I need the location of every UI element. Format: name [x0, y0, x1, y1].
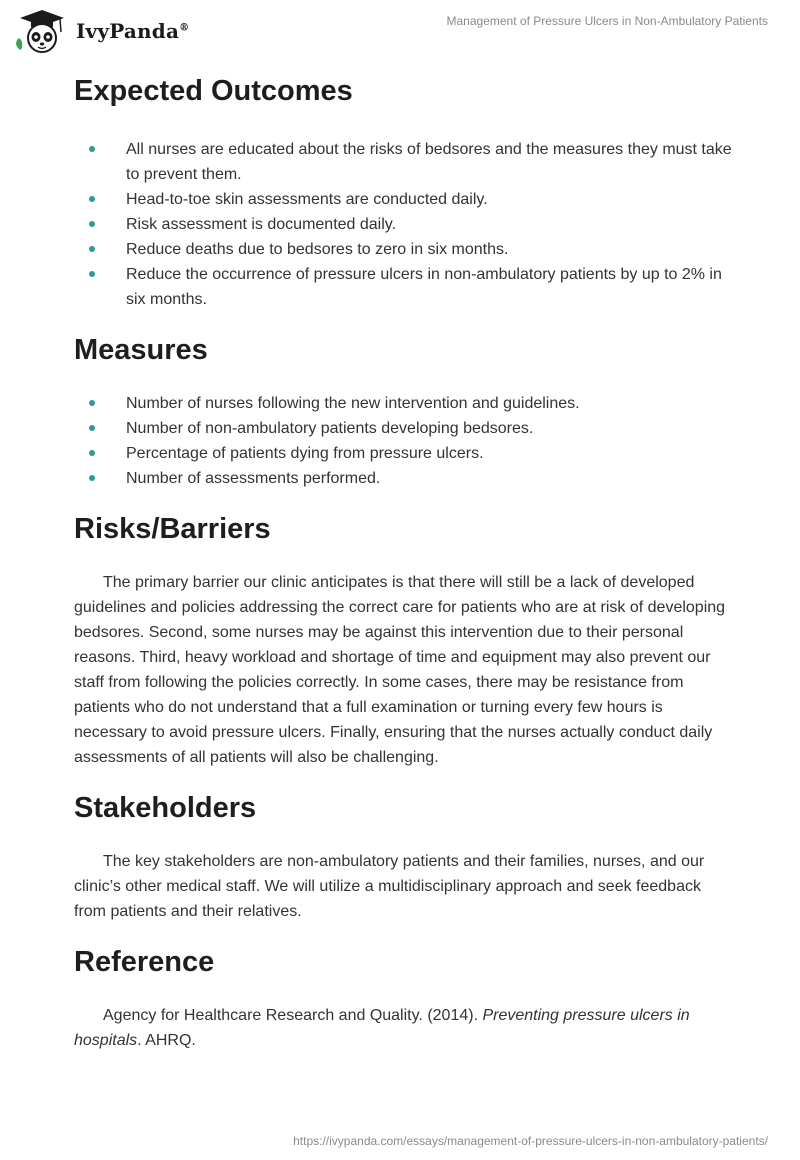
- heading-stakeholders: Stakeholders: [74, 792, 257, 824]
- stakeholders-paragraph: The key stakeholders are non-ambulatory patients and their families, nurses, and our clinic’s other medical staff. We will utilize a multidisciplinary approach and seek feedback from patients and their relatives.: [74, 853, 705, 920]
- brand-name: IvyPanda®: [76, 19, 190, 43]
- heading-risks-barriers: Risks/Barriers: [74, 513, 271, 545]
- list-item: All nurses are educated about the risks of bedsores and the measures they must take to prevent them.: [74, 137, 734, 187]
- list-item: Percentage of patients dying from pressure ulcers.: [74, 441, 734, 466]
- risks-paragraph: The primary barrier our clinic anticipates is that there will still be a lack of developed guidelines and policies addressing the correct care for patients who are at risk of developing bedsores. Second, some nurses may be against this intervention due to their personal reasons. Third, heavy workload and shortage of time and equipment may also prevent our staff from following the policies correctly. In some cases, there may be resistance from patients who do not understand that a full examination or turning every few hours is necessary to avoid pressure ulcers. Finally, ensuring that the nurses actually conduct daily assessments of all patients will also be challenging.: [74, 574, 726, 766]
- source-url[interactable]: https://ivypanda.com/essays/management-of-pressure-ulcers-in-non-ambulatory-patients/: [293, 1134, 768, 1148]
- heading-reference: Reference: [74, 946, 215, 978]
- reference-citation: Agency for Healthcare Research and Quality. (2014). Preventing pressure ulcers in hospitals. AHRQ.: [74, 1007, 690, 1049]
- list-item: Reduce the occurrence of pressure ulcers in non-ambulatory patients by up to 2% in six months.: [74, 262, 734, 312]
- citation-title: Preventing pressure ulcers in hospitals: [74, 1007, 690, 1049]
- list-item: Head-to-toe skin assessments are conducted daily.: [74, 187, 734, 212]
- outcomes-list: [74, 137, 734, 312]
- list-item: Risk assessment is documented daily.: [74, 212, 734, 237]
- essay-content: [74, 72, 734, 1053]
- measures-list: [74, 391, 734, 491]
- list-item: Reduce deaths due to bedsores to zero in six months.: [74, 237, 734, 262]
- heading-measures: Measures: [74, 334, 208, 366]
- ivypanda-logo[interactable]: [14, 8, 189, 54]
- running-title: Management of Pressure Ulcers in Non-Ambulatory Patients: [446, 14, 768, 28]
- list-item: Number of nurses following the new intervention and guidelines.: [74, 391, 734, 416]
- panda-graduate-icon: [14, 8, 70, 54]
- list-item: Number of assessments performed.: [74, 466, 734, 491]
- list-item: Number of non-ambulatory patients developing bedsores.: [74, 416, 734, 441]
- heading-expected-outcomes: Expected Outcomes: [74, 75, 353, 107]
- page-header: [0, 0, 800, 60]
